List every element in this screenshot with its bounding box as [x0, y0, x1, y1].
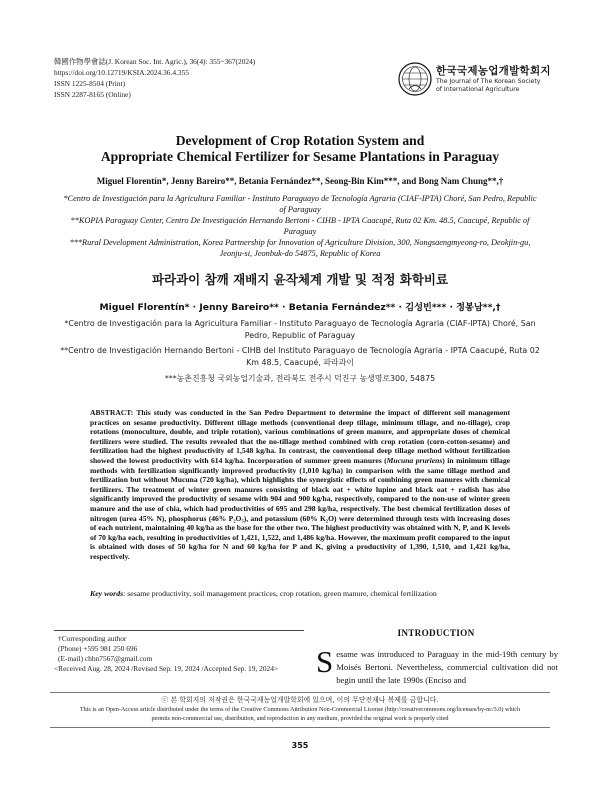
korean-affiliation-2: **Centro de Investigación Hernando Bertoni - CIHB del Instituto Paraguayo de Tecnología Agraria - IPTA Caacupé, Ruta 02 Km 48.5, Caacupé, 파라과이	[60, 346, 540, 367]
footnote-divider	[54, 630, 304, 631]
abstract	[90, 408, 510, 562]
society-name-korean: 한국국제농업개발학회지	[436, 65, 551, 77]
paper-title	[40, 133, 560, 165]
corresponding-author: †Corresponding author	[58, 634, 127, 643]
open-access-line-1: This is an Open-Access article distributed under the terms of the Creative Commons Attribution Non-Commercial License (http://creativecommons.org/licenses/by-nc/3.0) which	[79, 706, 521, 713]
issn-online: ISSN 2287-8165 (Online)	[54, 90, 131, 99]
keywords-label: Key words	[90, 589, 124, 598]
page-number: 355	[291, 741, 309, 750]
introduction-heading: INTRODUCTION	[397, 628, 475, 638]
korean-authors: Miguel Florentín* · Jenny Bareiro** · Betania Fernández** · 김성빈*** · 정봉남**,†	[99, 302, 501, 313]
corresponding-phone: (Phone) +595 981 250 696	[58, 644, 138, 653]
paper-authors: Miguel Florentín*, Jenny Bareiro**, Betania Fernández**, Seong-Bin Kim***, and Bong Nam Chung**,†	[96, 176, 504, 186]
journal-reference: 韓國作物學會誌(J. Korean Soc. Int. Agric.), 36(4): 355~367(2024)	[54, 57, 256, 66]
society-logo	[398, 60, 578, 98]
drop-cap: S	[316, 644, 334, 679]
introduction-paragraph: esame was introduced to Paraguay in the mid-19th century by Moisés Bertoni. Nevertheless, commercial cultivation did not begin until the late 1990s (Enciso and	[336, 649, 558, 685]
open-access-line-2: permits non-commercial use, distribution, and reproduction in any medium, provided the original work is properly cited	[151, 715, 449, 722]
abstract-species: Mucuna pruriens	[386, 455, 443, 465]
corresponding-email[interactable]: (E-mail) chbn7567@gmail.com	[58, 654, 153, 663]
copyright-korean: ⓒ 본 학회지의 저작권은 한국국제농업개발학회에 있으며, 이의 무단전재나 복제를 금합니다.	[161, 696, 439, 704]
abstract-text-2: ) in minimum tillage methods with fertilization significantly improved productivity (1,010 kg/ha) in comparison with the same tillage method and fertilization but without Mucuna (720 kg/ha), which highlights the synergistic effects of combining green manures with chemical fertilizers. The treatment of winter green manures consisting of black oat + white lupine and black oat + radish has also significantly improved the productivity of sesame with 904 and 900 kg/ha, respectively, compared to the non-use of winter green manure and the use of chia, which had productivities of 695 and 298 kg/ha, respectively. The best chemical fertilization doses of nitrogen (urea 45% N), phosphorus (46% P₂O₅), and potassium (60% K₂O) were determined through tests with increasing doses of each nutrient, maintaining 40 kg/ha as the base for the other two. The highest productivity was obtained with N, P, and K levels of 70 kg/ha each, resulting in productivities of 1,421, 1,522, and 1,486 kg/ha. However, the maximum profit compared to the input is obtained with doses of 50 kg/ha for N and 60 kg/ha for P and K, giving a productivity of 1,390, 1,510, and 1,421 kg/ha, respectively.	[90, 455, 510, 561]
korean-affiliation-1: *Centro de Investigación para la Agricultura Familiar - Instituto Paraguayo de Tecnología Agraria (CIAF-IPTA) Choré, San Pedro, Republic of Paraguay	[64, 319, 536, 340]
abstract-label: ABSTRACT:	[90, 408, 134, 417]
korean-affiliation-3: ***농촌진흥청 국외농업기술과, 전라북도 전주시 덕진구 농생명로300, 54875	[164, 374, 436, 383]
affiliation-3: ***Rural Development Administration, Korea Partnership for Innovation of Agriculture Division, 300, Nongsaengmyeong-ro, Deokjin-gu, Jeonju-si, Jeonbuk-do 54875, Republic of Korea	[69, 238, 531, 258]
keywords-text: : sesame productivity, soil management practices, crop rotation, green manure, chemical fertilization	[123, 589, 437, 598]
society-emblem-icon	[398, 62, 432, 96]
affiliation-1: *Centro de Investigación para la Agricultura Familiar - Instituto Paraguayo de Tecnología Agraria (CIAF-IPTA) Choré, San Pedro, Republic of Paraguay	[63, 194, 537, 214]
affiliation-2: **KOPIA Paraguay Center, Centro De Investigación Hernando Bertoni - CIHB - IPTA Caacupé, Ruta 02 Km. 48.5, Caacupé, Republic of Paraguay	[70, 216, 530, 236]
introduction-text	[316, 644, 558, 687]
paper-title-line-1: Development of Crop Rotation System and	[175, 133, 425, 148]
doi-link[interactable]: https://doi.org/10.12719/KSIA.2024.36.4.355	[54, 68, 189, 77]
paper-title-line-2: Appropriate Chemical Fertilizer for Sesame Plantations in Paraguay	[100, 149, 500, 164]
keywords	[90, 589, 510, 599]
correspondence-footnote	[54, 634, 278, 674]
issn-print: ISSN 1225-8504 (Print)	[54, 79, 126, 88]
journal-header	[54, 56, 255, 100]
license-notice	[50, 692, 550, 728]
submission-dates: <Received Aug. 28, 2024 /Revised Sep. 19, 2024 /Accepted Sep. 19, 2024>	[54, 664, 279, 673]
abstract-text-1: This study was conducted in the San Pedro Department to determine the impact of different soil management practices on sesame productivity. Different tillage methods (conventional deep tillage, minimum tillage, and no-tillage), crop rotations (monoculture, double, and triple rotation), various combinations of green manure, and appropriate doses of chemical fertilizers were studied. The results revealed that the no-tillage method combined with crop rotation (corn-cotton-sesame) and fertilization had the highest productivity of 1,548 kg/ha. In contrast, the conventional deep tillage method without fertilization showed the lowest productivity with 614 kg/ha. Incorporation of summer green manures (	[90, 408, 510, 465]
korean-title: 파라과이 참깨 재배지 윤작체계 개발 및 적정 화학비료	[151, 272, 449, 287]
society-name-english: The Journal of The Korean Society of International Agriculture	[436, 78, 541, 93]
